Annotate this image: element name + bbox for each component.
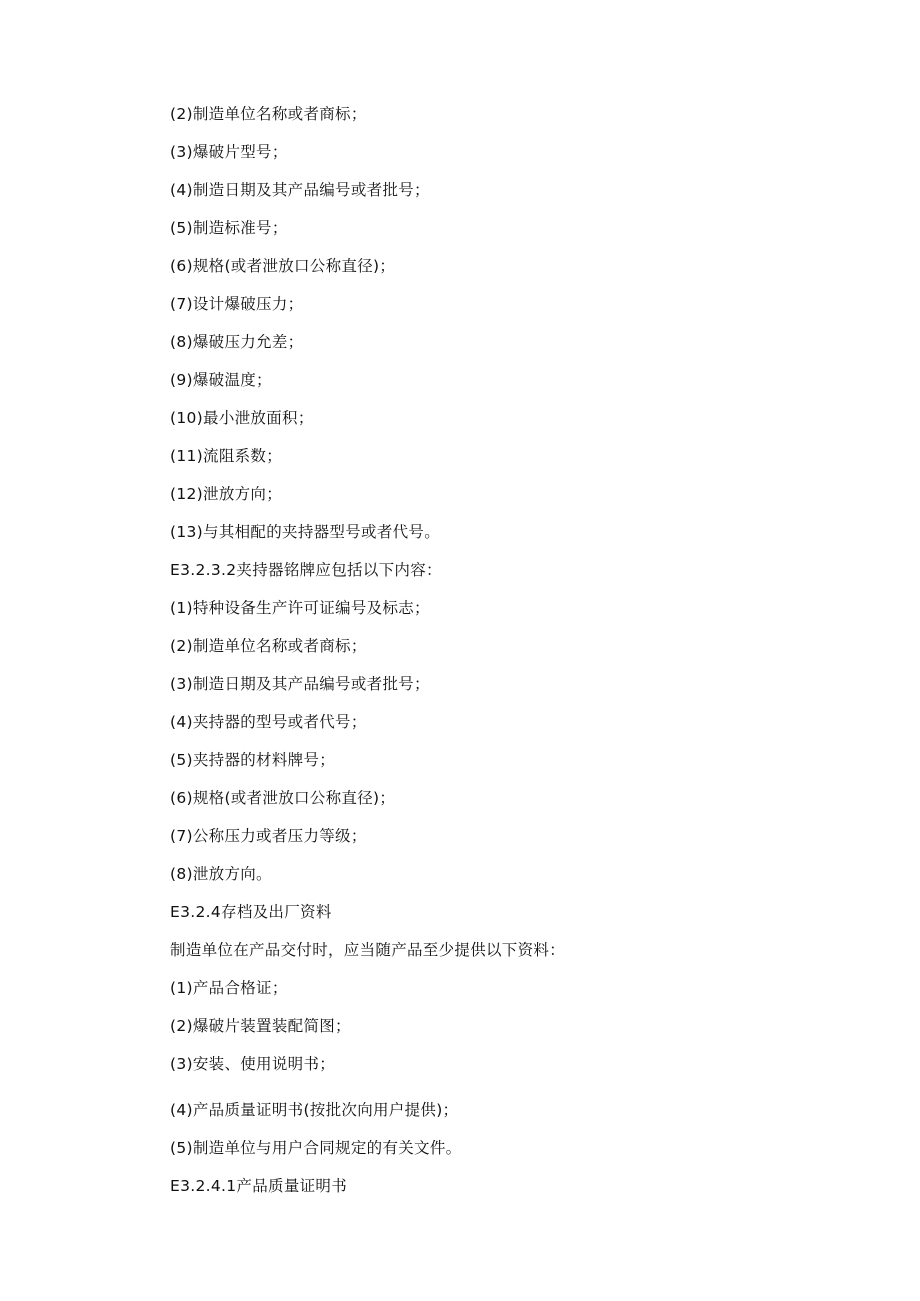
text-line: (7)设计爆破压力； xyxy=(170,295,304,313)
text-line: (2)爆破片装置装配简图； xyxy=(170,1017,351,1035)
text-line: (2)制造单位名称或者商标； xyxy=(170,637,367,655)
text-line: (4)夹持器的型号或者代号； xyxy=(170,713,367,731)
text-line: (1)产品合格证； xyxy=(170,979,288,997)
text-line: (4)产品质量证明书(按批次向用户提供)； xyxy=(170,1101,459,1119)
text-line: (3)制造日期及其产品编号或者批号； xyxy=(170,675,430,693)
text-line: 制造单位在产品交付时，应当随产品至少提供以下资料： xyxy=(170,941,566,959)
text-line: (3)爆破片型号； xyxy=(170,143,288,161)
text-line: (8)泄放方向。 xyxy=(170,865,272,883)
text-line: (4)制造日期及其产品编号或者批号； xyxy=(170,181,430,199)
text-line: (5)制造单位与用户合同规定的有关文件。 xyxy=(170,1139,462,1157)
section-heading: E3.2.4.1产品质量证明书 xyxy=(170,1177,348,1195)
text-line: (7)公称压力或者压力等级； xyxy=(170,827,367,845)
text-line: (13)与其相配的夹持器型号或者代号。 xyxy=(170,523,441,541)
text-line: (3)安装、使用说明书； xyxy=(170,1055,336,1073)
text-line: (6)规格(或者泄放口公称直径)； xyxy=(170,257,396,275)
section-heading: E3.2.4存档及出厂资料 xyxy=(170,903,332,921)
text-line: (9)爆破温度； xyxy=(170,371,272,389)
text-line: (1)特种设备生产许可证编号及标志； xyxy=(170,599,430,617)
text-line: (5)制造标准号； xyxy=(170,219,288,237)
text-line: (5)夹持器的材料牌号； xyxy=(170,751,336,769)
text-line: (12)泄放方向； xyxy=(170,485,283,503)
text-line: (11)流阻系数； xyxy=(170,447,283,465)
text-line: (6)规格(或者泄放口公称直径)； xyxy=(170,789,396,807)
text-line: (10)最小泄放面积； xyxy=(170,409,314,427)
text-line: (2)制造单位名称或者商标； xyxy=(170,105,367,123)
section-heading: E3.2.3.2夹持器铭牌应包括以下内容： xyxy=(170,561,442,579)
text-line: (8)爆破压力允差； xyxy=(170,333,304,351)
